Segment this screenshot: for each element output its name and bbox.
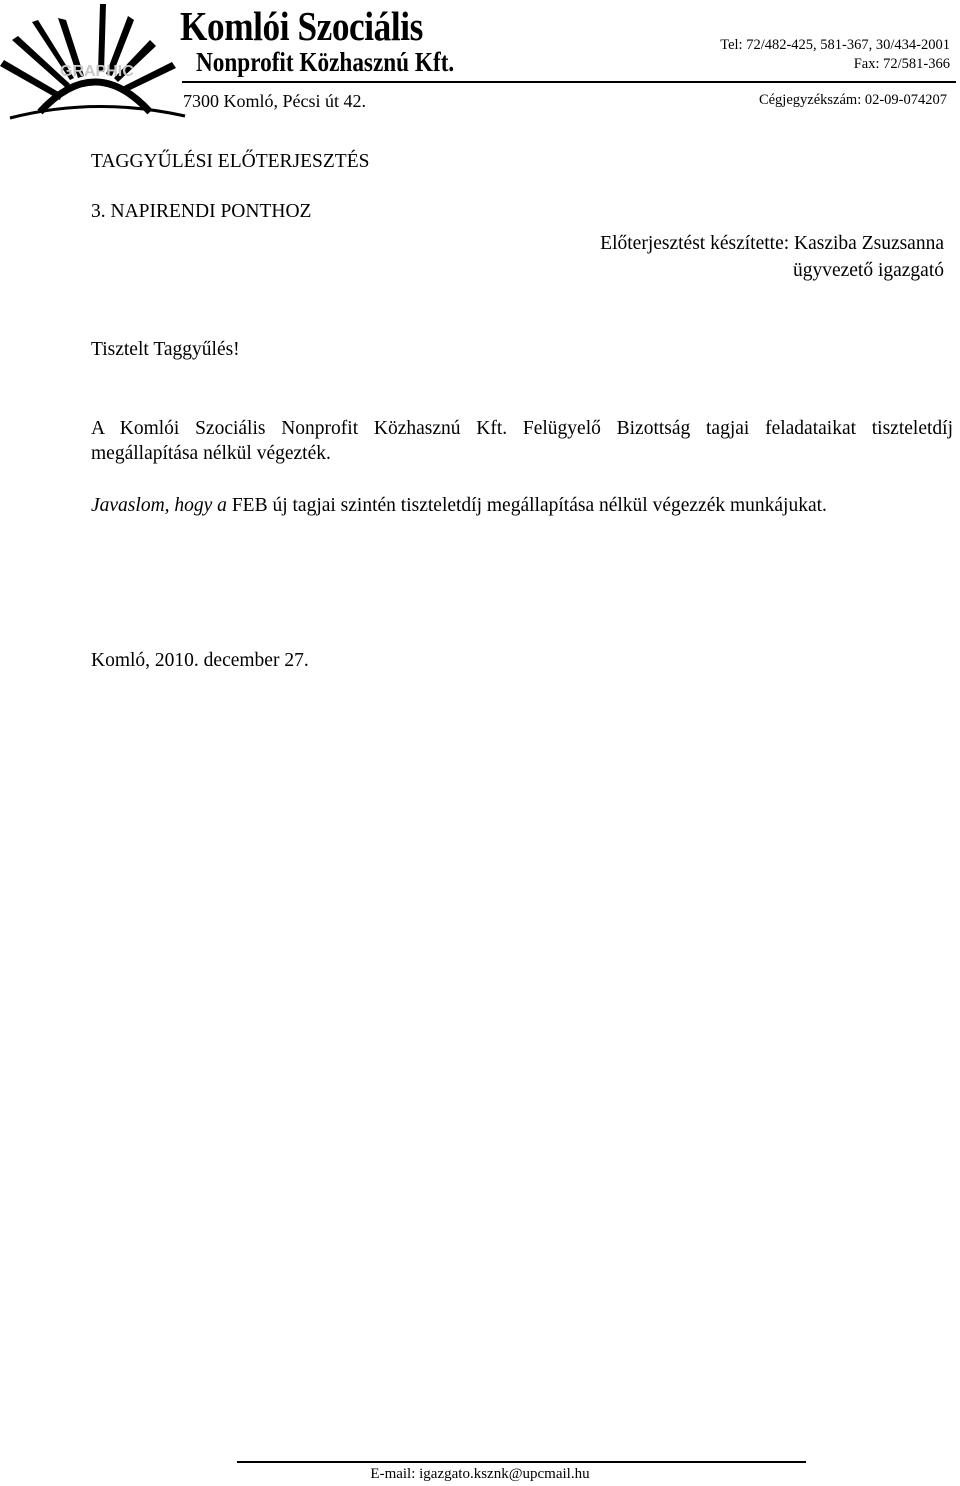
proposal-text: FEB új tagjai szintén tiszteletdíj megállapítása nélkül végezzék munkájukat. <box>226 495 827 516</box>
paragraph-board-info: A Komlói Szociális Nonprofit Közhasznú Kft. Felügyelő Bizottság tagjai feladataikat tiszteletdíj megállapítása nélkül végezték. <box>91 418 953 464</box>
proposal-lead-in: Javaslom, hogy a <box>91 495 227 516</box>
company-name: Komlói Szociális <box>180 3 423 49</box>
prepared-by: Előterjesztést készítette: Kasziba Zsuzsanna <box>600 233 944 254</box>
place-and-date: Komló, 2010. december 27. <box>91 650 309 671</box>
footer-divider <box>237 1461 806 1463</box>
contact-block <box>720 36 950 74</box>
footer-email: E-mail: igazgato.ksznk@upcmail.hu <box>370 1466 590 1482</box>
svg-text:GRAPHIC: GRAPHIC <box>60 63 134 80</box>
prepared-by-role: ügyvezető igazgató <box>792 260 944 281</box>
paragraph-proposal <box>91 493 953 518</box>
fax-number: Fax: 72/581-366 <box>853 56 950 72</box>
document-title: TAGGYŰLÉSI ELŐTERJESZTÉS <box>91 151 370 172</box>
agenda-item: 3. NAPIRENDI PONTHOZ <box>91 201 312 222</box>
header-divider <box>182 81 956 83</box>
company-address: 7300 Komló, Pécsi út 42. <box>183 91 366 111</box>
phone-numbers: Tel: 72/482-425, 581-367, 30/434-2001 <box>720 37 950 53</box>
company-subtitle: Nonprofit Közhasznú Kft. <box>196 47 455 77</box>
company-logo <box>0 0 190 122</box>
registration-number: Cégjegyzékszám: 02-09-074207 <box>758 92 947 108</box>
salutation: Tisztelt Taggyűlés! <box>91 339 240 360</box>
